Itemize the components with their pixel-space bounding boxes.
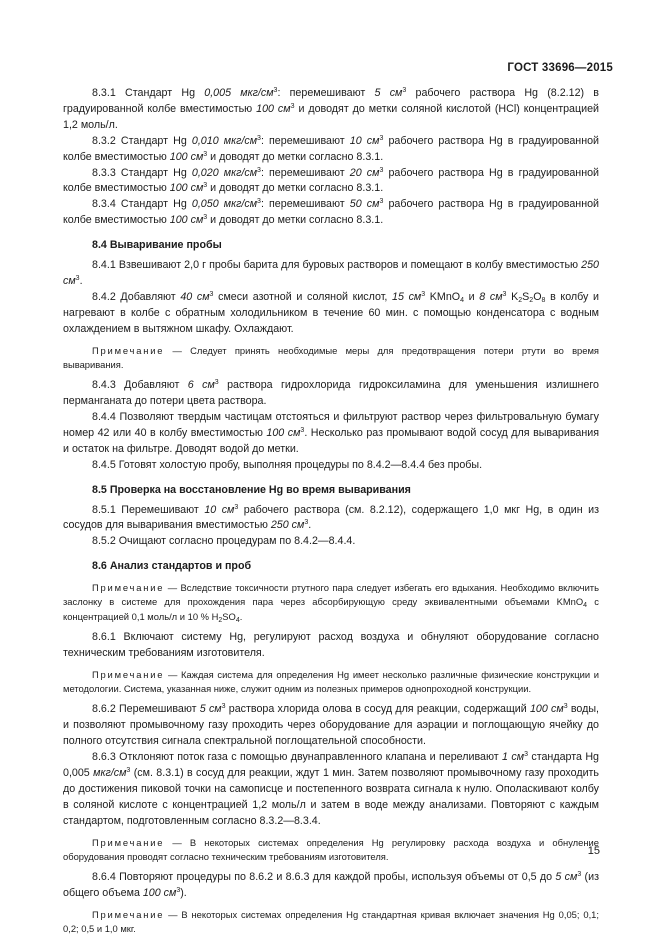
section-heading-8-4: 8.4 Вываривание пробы — [92, 239, 222, 252]
paragraph-8-3-4: 8.3.4 Стандарт Hg 0,050 мкг/$см^3$: перемешивают 50 $см^3$ рабочего раствора Hg в градуированной колбе вместимостью 100 $см^3$ и доводят до метки согласно 8.3.1. — [63, 198, 600, 227]
paragraph-8-4-5: 8.4.5 Готовят холостую пробу, выполняя процедуры по 8.4.2—8.4.4 без пробы. — [92, 458, 483, 471]
paragraph-8-4-2: 8.4.2 Добавляют 40 $см^3$ смеси азотной и соляной кислот, 15 $см^3$ KMnO$_4$ и 8 $см^3$ $K_2S_2O_8$ в колбу и нагревают в колбе с обратным холодильником в течение 60 мин. с помощью конденсатора с водным охлаждением в вытяжном шкафу. Охлаждают. — [63, 290, 599, 335]
section-heading-8-6: 8.6 Анализ стандартов и проб — [92, 560, 252, 573]
paragraph-8-6-3: 8.6.3 Отклоняют поток газа с помощью двунаправленного клапана и переливают 1 $см^3$ стандарта Hg 0,005 мкг/$см^3$ (см. 8.3.1) в сосуд для реакции, ждут 1 мин. Затем позволяют промывочному газу проходить до достижения пиковой точки на самописце и постепенного возврата сигнала к нулю. Ополаскивают колбу в соляной кислоте с концентрацией 1,2 моль/л и затем в воде между анализами. Повторяют с каждым стандартом, подготовленным согласно 8.3.2—8.3.4. — [63, 751, 599, 827]
note-airflow-adjustment: Примечание — В некоторых системах определения Hg регулировку расхода воздуха и обнуление оборудования проводят согласно техническим требованиям изготовителя. — [63, 836, 599, 862]
section-heading-8-5: 8.5 Проверка на восстановление Hg во время вываривания — [92, 483, 411, 496]
note-mercury-loss: Примечание — Следует принять необходимые меры для предотвращения потери ртути во время вываривания. — [63, 344, 599, 370]
paragraph-8-4-3: 8.4.3 Добавляют 6 $см^3$ раствора гидрохлорида гидроксиламина для уменьшения излишнего перманганата до потери цвета раствора. — [63, 379, 599, 408]
paragraph-8-6-4: 8.6.4 Повторяют процедуры по 8.6.2 и 8.6.3 для каждой пробы, используя объемы от 0,5 до 5 $см^3$ (из общего объема 100 $см^3$). — [63, 871, 599, 900]
paragraph-8-5-2: 8.5.2 Очищают согласно процедурам по 8.4.2—8.4.4. — [92, 535, 356, 548]
note-toxic-vapour: Примечание — Вследствие токсичности ртутного пара следует избегать его вдыхания. Необходимо включить заслонку в системе для прохождения пара через абсорбирующую среду эквивалентными объемами KMnO$_4$ с концентрацией 0,1 моль/л и 10 % $H_2SO_4$. — [63, 582, 599, 624]
note-standard-curve: Примечание — В некоторых системах определения Hg стандартная кривая включает значения Hg 0,05; 0,1; 0,2; 0,5 и 1,0 мкг. — [63, 909, 599, 935]
note-system-designs: Примечание — Каждая система для определения Hg имеет несколько различные физические конструкции и методологии. Система, указанная ниже, служит одним из полезных примеров однопроходной конструкции. — [63, 668, 599, 695]
paragraph-8-3-1: 8.3.1 Стандарт Hg 0,005 мкг/$см^3$: перемешивают 5 $см^3$ рабочего раствора Hg (8.2.12) в градуированной колбе вместимостью 100 $см^3$ и доводят до метки соляной кислотой (HCl) концентрацией 1,2 моль/л. — [63, 87, 599, 131]
paragraph-8-6-2: 8.6.2 Перемешивают 5 $см^3$ раствора хлорида олова в сосуд для реакции, содержащий 100 $см^3$ воды, и позволяют промывочному газу проходить через оборудование для аэрации и поглощающую ячейку до полного отсутствия сигнала спектральной поглощательной способности. — [63, 703, 599, 748]
paragraph-8-4-4: 8.4.4 Позволяют твердым частицам отстояться и фильтруют раствор через фильтровальную бумагу номер 42 или 40 в колбу вместимостью 100 $см^3$. Несколько раз промывают водой сосуд для вываривания и остаток на фильтре. Доводят водой до метки. — [63, 411, 599, 455]
paragraph-8-3-3: 8.3.3 Стандарт Hg 0,020 мкг/$см^3$: перемешивают 20 $см^3$ рабочего раствора Hg в градуированной колбе вместимостью 100 $см^3$ и доводят до метки согласно 8.3.1. — [63, 166, 600, 195]
page-number: 15 — [587, 845, 600, 857]
document-number: ГОСТ 33696—2015 — [507, 62, 613, 74]
paragraph-8-6-1: 8.6.1 Включают систему Hg, регулируют расход воздуха и обнуляют оборудование согласно техническим требованиям изготовителя. — [63, 631, 599, 659]
document-body — [63, 86, 599, 943]
paragraph-8-3-2: 8.3.2 Стандарт Hg 0,010 мкг/$см^3$: перемешивают 10 $см^3$ рабочего раствора Hg в градуированной колбе вместимостью 100 $см^3$ и доводят до метки согласно 8.3.1. — [63, 134, 600, 163]
paragraph-8-4-1: 8.4.1 Взвешивают 2,0 г пробы барита для буровых растворов и помещают в колбу вместимостью 250 $см^3$. — [63, 259, 599, 287]
paragraph-8-5-1: 8.5.1 Перемешивают 10 $см^3$ рабочего раствора (см. 8.2.12), содержащего 1,0 мкг Hg, в один из сосудов для вываривания вместимостью 250 $см^3$. — [63, 503, 599, 532]
